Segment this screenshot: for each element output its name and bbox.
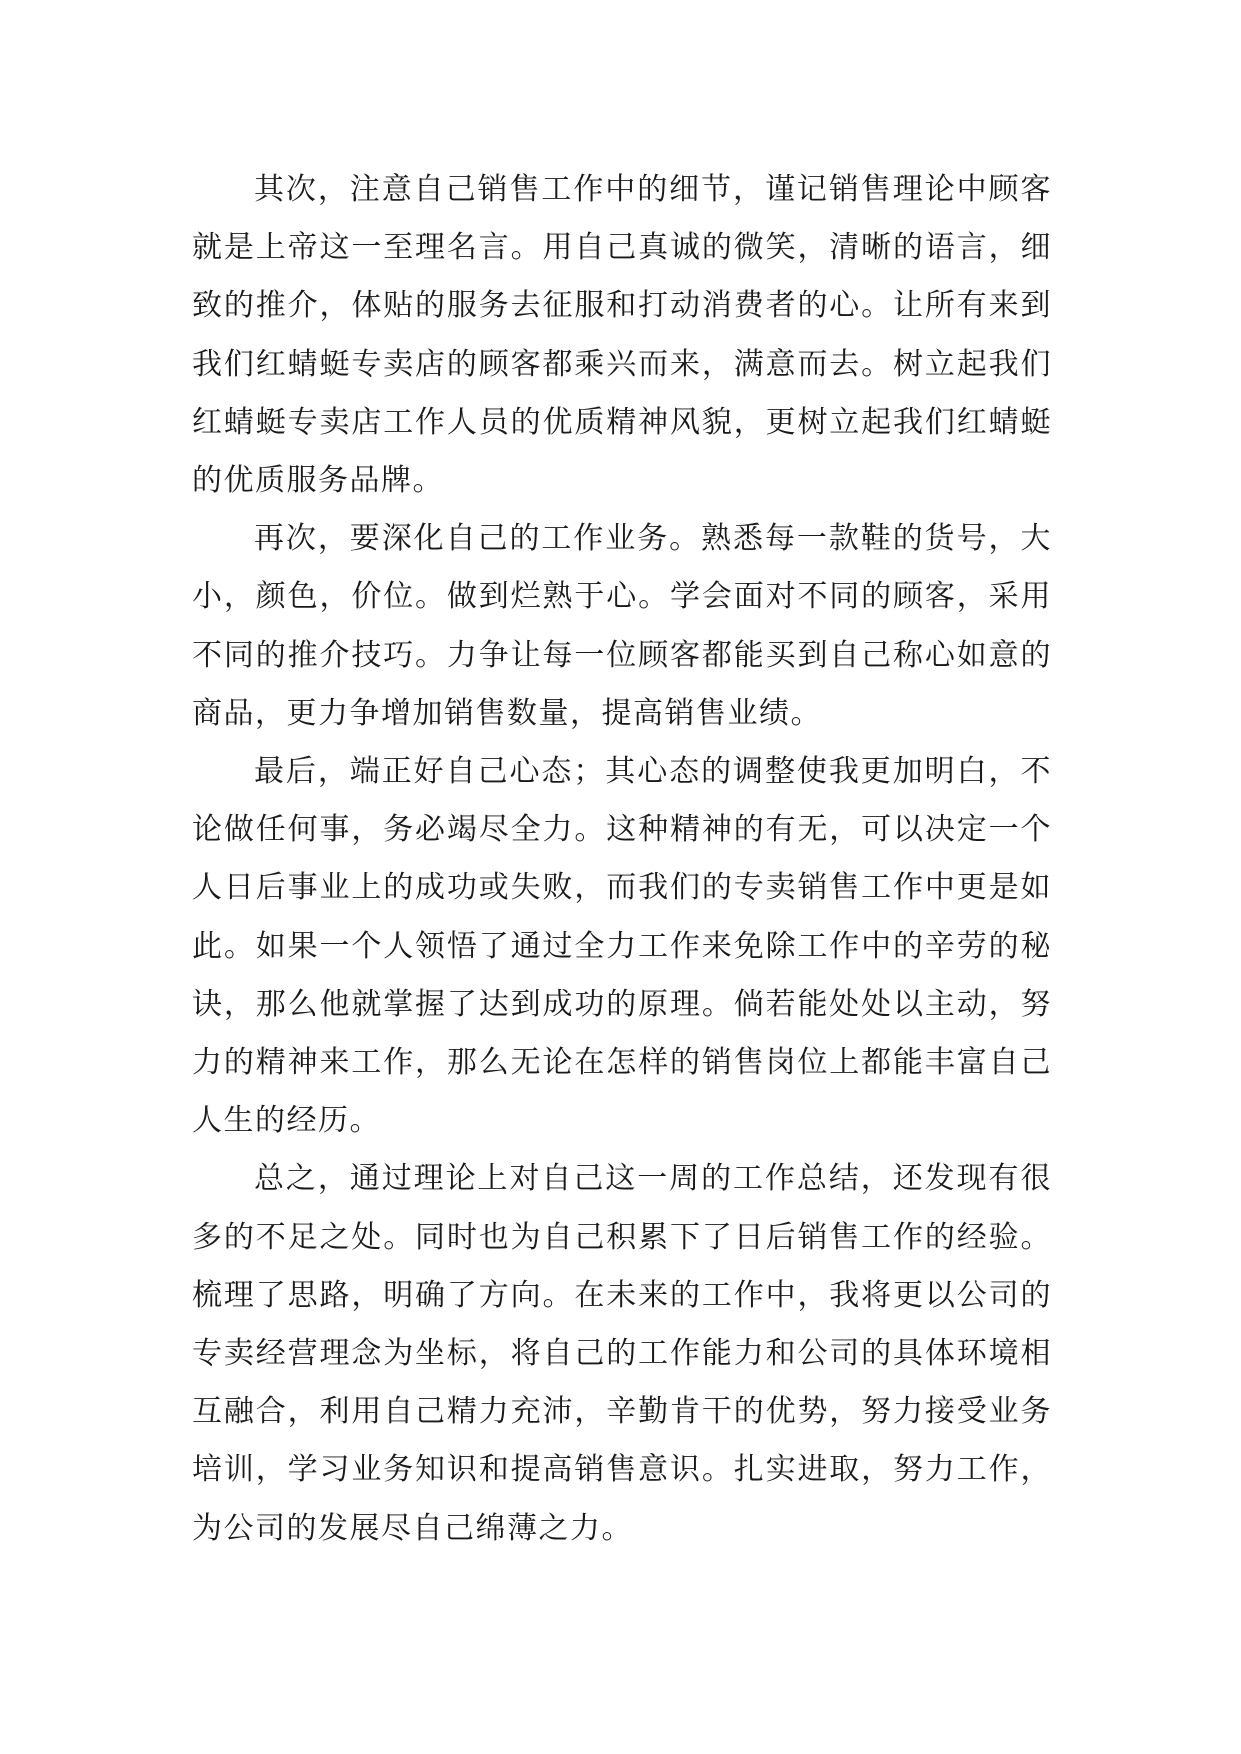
document-body bbox=[192, 161, 1052, 1558]
paragraph-attitude: 最后，端正好自己心态；其心态的调整使我更加明白，不论做任何事，务必竭尽全力。这种精神的有无，可以决定一个人日后事业上的成功或失败，而我们的专卖销售工作中更是如此。如果一个人领悟了通过全力工作来免除工作中的辛劳的秘诀，那么他就掌握了达到成功的原理。倘若能处处以主动，努力的精神来工作，那么无论在怎样的销售岗位上都能丰富自己人生的经历。 bbox=[192, 754, 1052, 1139]
paragraph-next-details: 其次，注意自己销售工作中的细节，谨记销售理论中顾客就是上帝这一至理名言。用自己真诚的微笑，清晰的语言，细致的推介，体贴的服务去征服和打动消费者的心。让所有来到我们红蜻蜓专卖店的顾客都乘兴而来，满意而去。树立起我们红蜻蜓专卖店工作人员的优质精神风貌，更树立起我们红蜻蜓的优质服务品牌。 bbox=[192, 172, 1052, 499]
paragraph-deepen-business: 再次，要深化自己的工作业务。熟悉每一款鞋的货号，大小，颜色，价位。做到烂熟于心。学会面对不同的顾客，采用不同的推介技巧。力争让每一位顾客都能买到自己称心如意的商品，更力争增加销售数量，提高销售业绩。 bbox=[192, 521, 1052, 731]
paragraph-summary: 总之，通过理论上对自己这一周的工作总结，还发现有很多的不足之处。同时也为自己积累下了日后销售工作的经验。梳理了思路，明确了方向。在未来的工作中，我将更以公司的专卖经营理念为坐标，将自己的工作能力和公司的具体环境相互融合，利用自己精力充沛，辛勤肯干的优势，努力接受业务培训，学习业务知识和提高销售意识。扎实进取，努力工作，为公司的发展尽自己绵薄之力。 bbox=[192, 1161, 1052, 1546]
